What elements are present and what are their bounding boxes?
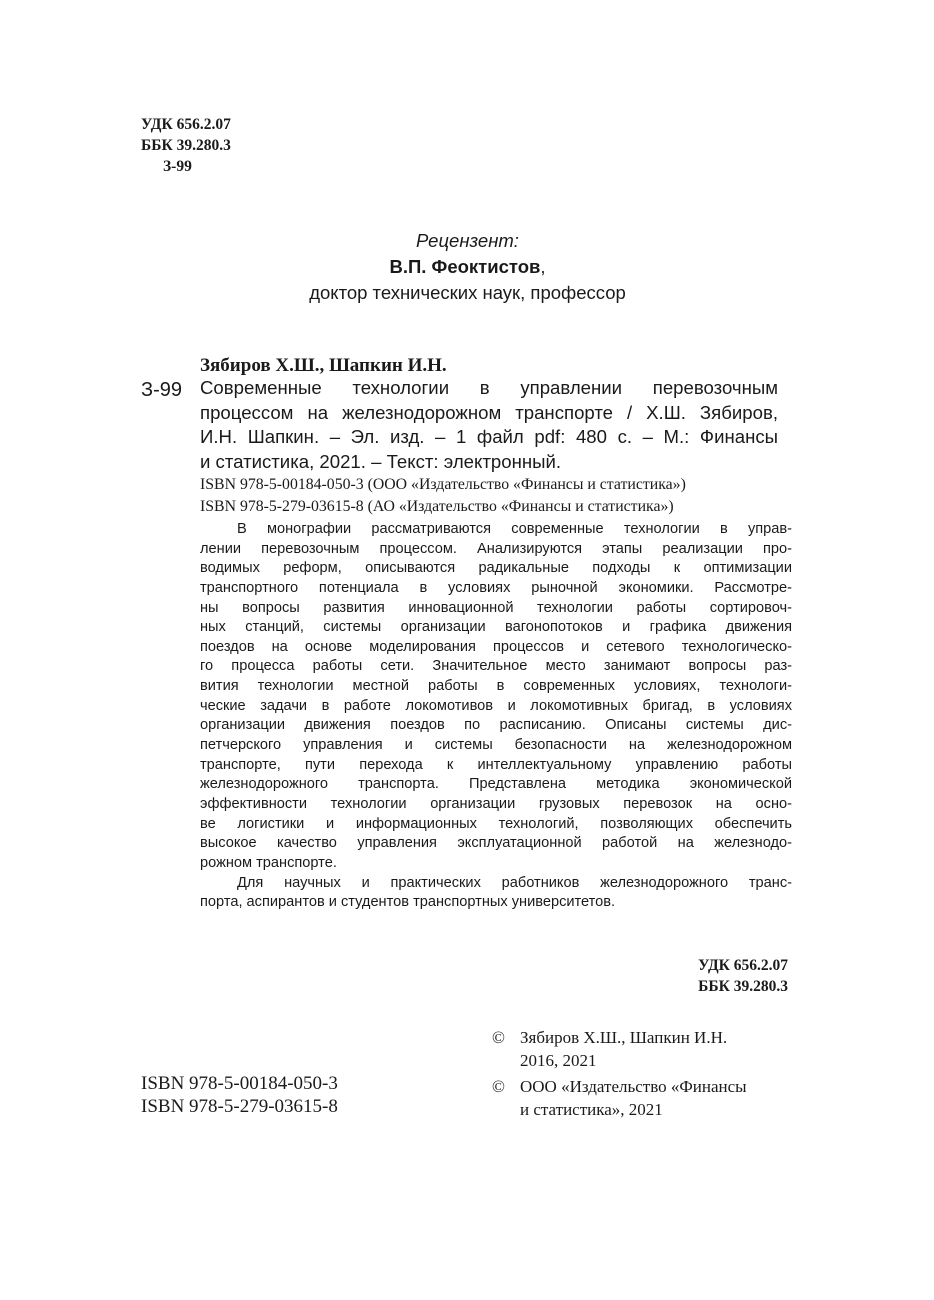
abstract-line: высокое качество управления эксплуатационной работой на железнодо-: [200, 835, 792, 852]
copyright-item: [492, 1026, 747, 1072]
copyright-item: [492, 1075, 747, 1121]
bbk-code: ББК 39.280.3: [141, 137, 231, 154]
reviewer-role: Рецензент:: [416, 230, 519, 251]
abstract-line: рожном транспорте.: [200, 854, 337, 871]
abstract-line: поездов на основе моделирования процессов и сетевого технологическо-: [200, 638, 792, 655]
isbn-bottom: [141, 1072, 338, 1118]
abstract-line: ных станций, системы организации вагонопотоков и графика движения: [200, 619, 792, 636]
abstract-line: лении перевозочным процессом. Анализируются этапы реализации про-: [200, 540, 792, 557]
abstract: [200, 520, 792, 913]
record-isbn: ISBN 978-5-279-03615-8 (АО «Издательство «Финансы и статистика»): [200, 498, 674, 515]
isbn-bottom-line: ISBN 978-5-279-03615-8: [141, 1096, 338, 1117]
reviewer-name-line: [200, 254, 735, 280]
udk-code-bottom: УДК 656.2.07: [698, 957, 788, 974]
abstract-line: железнодорожного транспорта. Представлена методика экономической: [200, 776, 792, 793]
abstract-line: Для научных и практических работников железнодорожного транс-: [237, 874, 792, 891]
isbn-bottom-line: ISBN 978-5-00184-050-3: [141, 1073, 338, 1094]
copyright-icon: ©: [492, 1077, 505, 1096]
description-line: и статистика, 2021. – Текст: электронный.: [200, 450, 562, 472]
abstract-line: ве логистики и информационных технологий, позволяющих обеспечить: [200, 815, 792, 832]
copyright-line: 2016, 2021: [520, 1051, 597, 1070]
udk-code: УДК 656.2.07: [141, 116, 231, 133]
description-line: И.Н. Шапкин. – Эл. изд. – 1 файл pdf: 480 с. – М.: Финансы: [200, 426, 778, 447]
reviewer-block: [200, 228, 735, 306]
record-isbn-list: [200, 474, 792, 518]
classification-codes-bottom: [620, 955, 788, 997]
record-cutter: З-99: [141, 379, 182, 401]
bbk-code-bottom: ББК 39.280.3: [698, 978, 788, 995]
abstract-line: транспортного потенциала в условиях рыночной экономики. Рассмотре-: [200, 579, 792, 596]
abstract-line: ны вопросы развития инновационной технологии работы сортировоч-: [200, 599, 792, 616]
reviewer-name-suffix: ,: [540, 256, 546, 277]
copyright-block: [492, 1026, 747, 1124]
abstract-line: порта, аспирантов и студентов транспортных университетов.: [200, 894, 616, 911]
abstract-line: го процесса работы сети. Значительное место занимают вопросы раз-: [200, 658, 792, 675]
abstract-line: водимых реформ, описываются радикальные подходы к оптимизации: [200, 560, 792, 577]
abstract-line: транспорте, пути перехода к интеллектуальному управлению работы: [200, 756, 792, 773]
abstract-line: организации движения поездов по расписанию. Описаны системы дис-: [200, 717, 792, 734]
abstract-line: ческие задачи в работе локомотивов и локомотивных бригад, в условиях: [200, 697, 792, 714]
record-isbn: ISBN 978-5-00184-050-3 (ООО «Издательство «Финансы и статистика»): [200, 476, 686, 493]
copyright-icon: ©: [492, 1028, 505, 1047]
record-authors: Зябиров Х.Ш., Шапкин И.Н.: [200, 355, 447, 376]
abstract-line: В монографии рассматриваются современные технологии в управ-: [237, 521, 792, 537]
reviewer-title: доктор технических наук, профессор: [309, 282, 626, 303]
cutter-code: З-99: [163, 158, 192, 175]
copyright-line: Зябиров Х.Ш., Шапкин И.Н.: [520, 1028, 728, 1047]
description-line: Современные технологии в управлении перевозочным: [200, 377, 778, 398]
copyright-line: и статистика», 2021: [520, 1100, 663, 1119]
classification-codes: [141, 114, 231, 177]
copyright-line: ООО «Издательство «Финансы: [520, 1077, 747, 1096]
abstract-line: эффективности технологии организации грузовых перевозок на осно-: [200, 795, 792, 812]
abstract-line: петчерского управления и системы безопасности на железнодорожном: [200, 737, 792, 754]
record-description: [200, 376, 778, 474]
description-line: процессом на железнодорожном транспорте / Х.Ш. Зябиров,: [200, 401, 778, 423]
reviewer-name: В.П. Феоктистов: [389, 256, 541, 277]
abstract-line: вития технологии местной работы в современных условиях, технологи-: [200, 678, 792, 695]
